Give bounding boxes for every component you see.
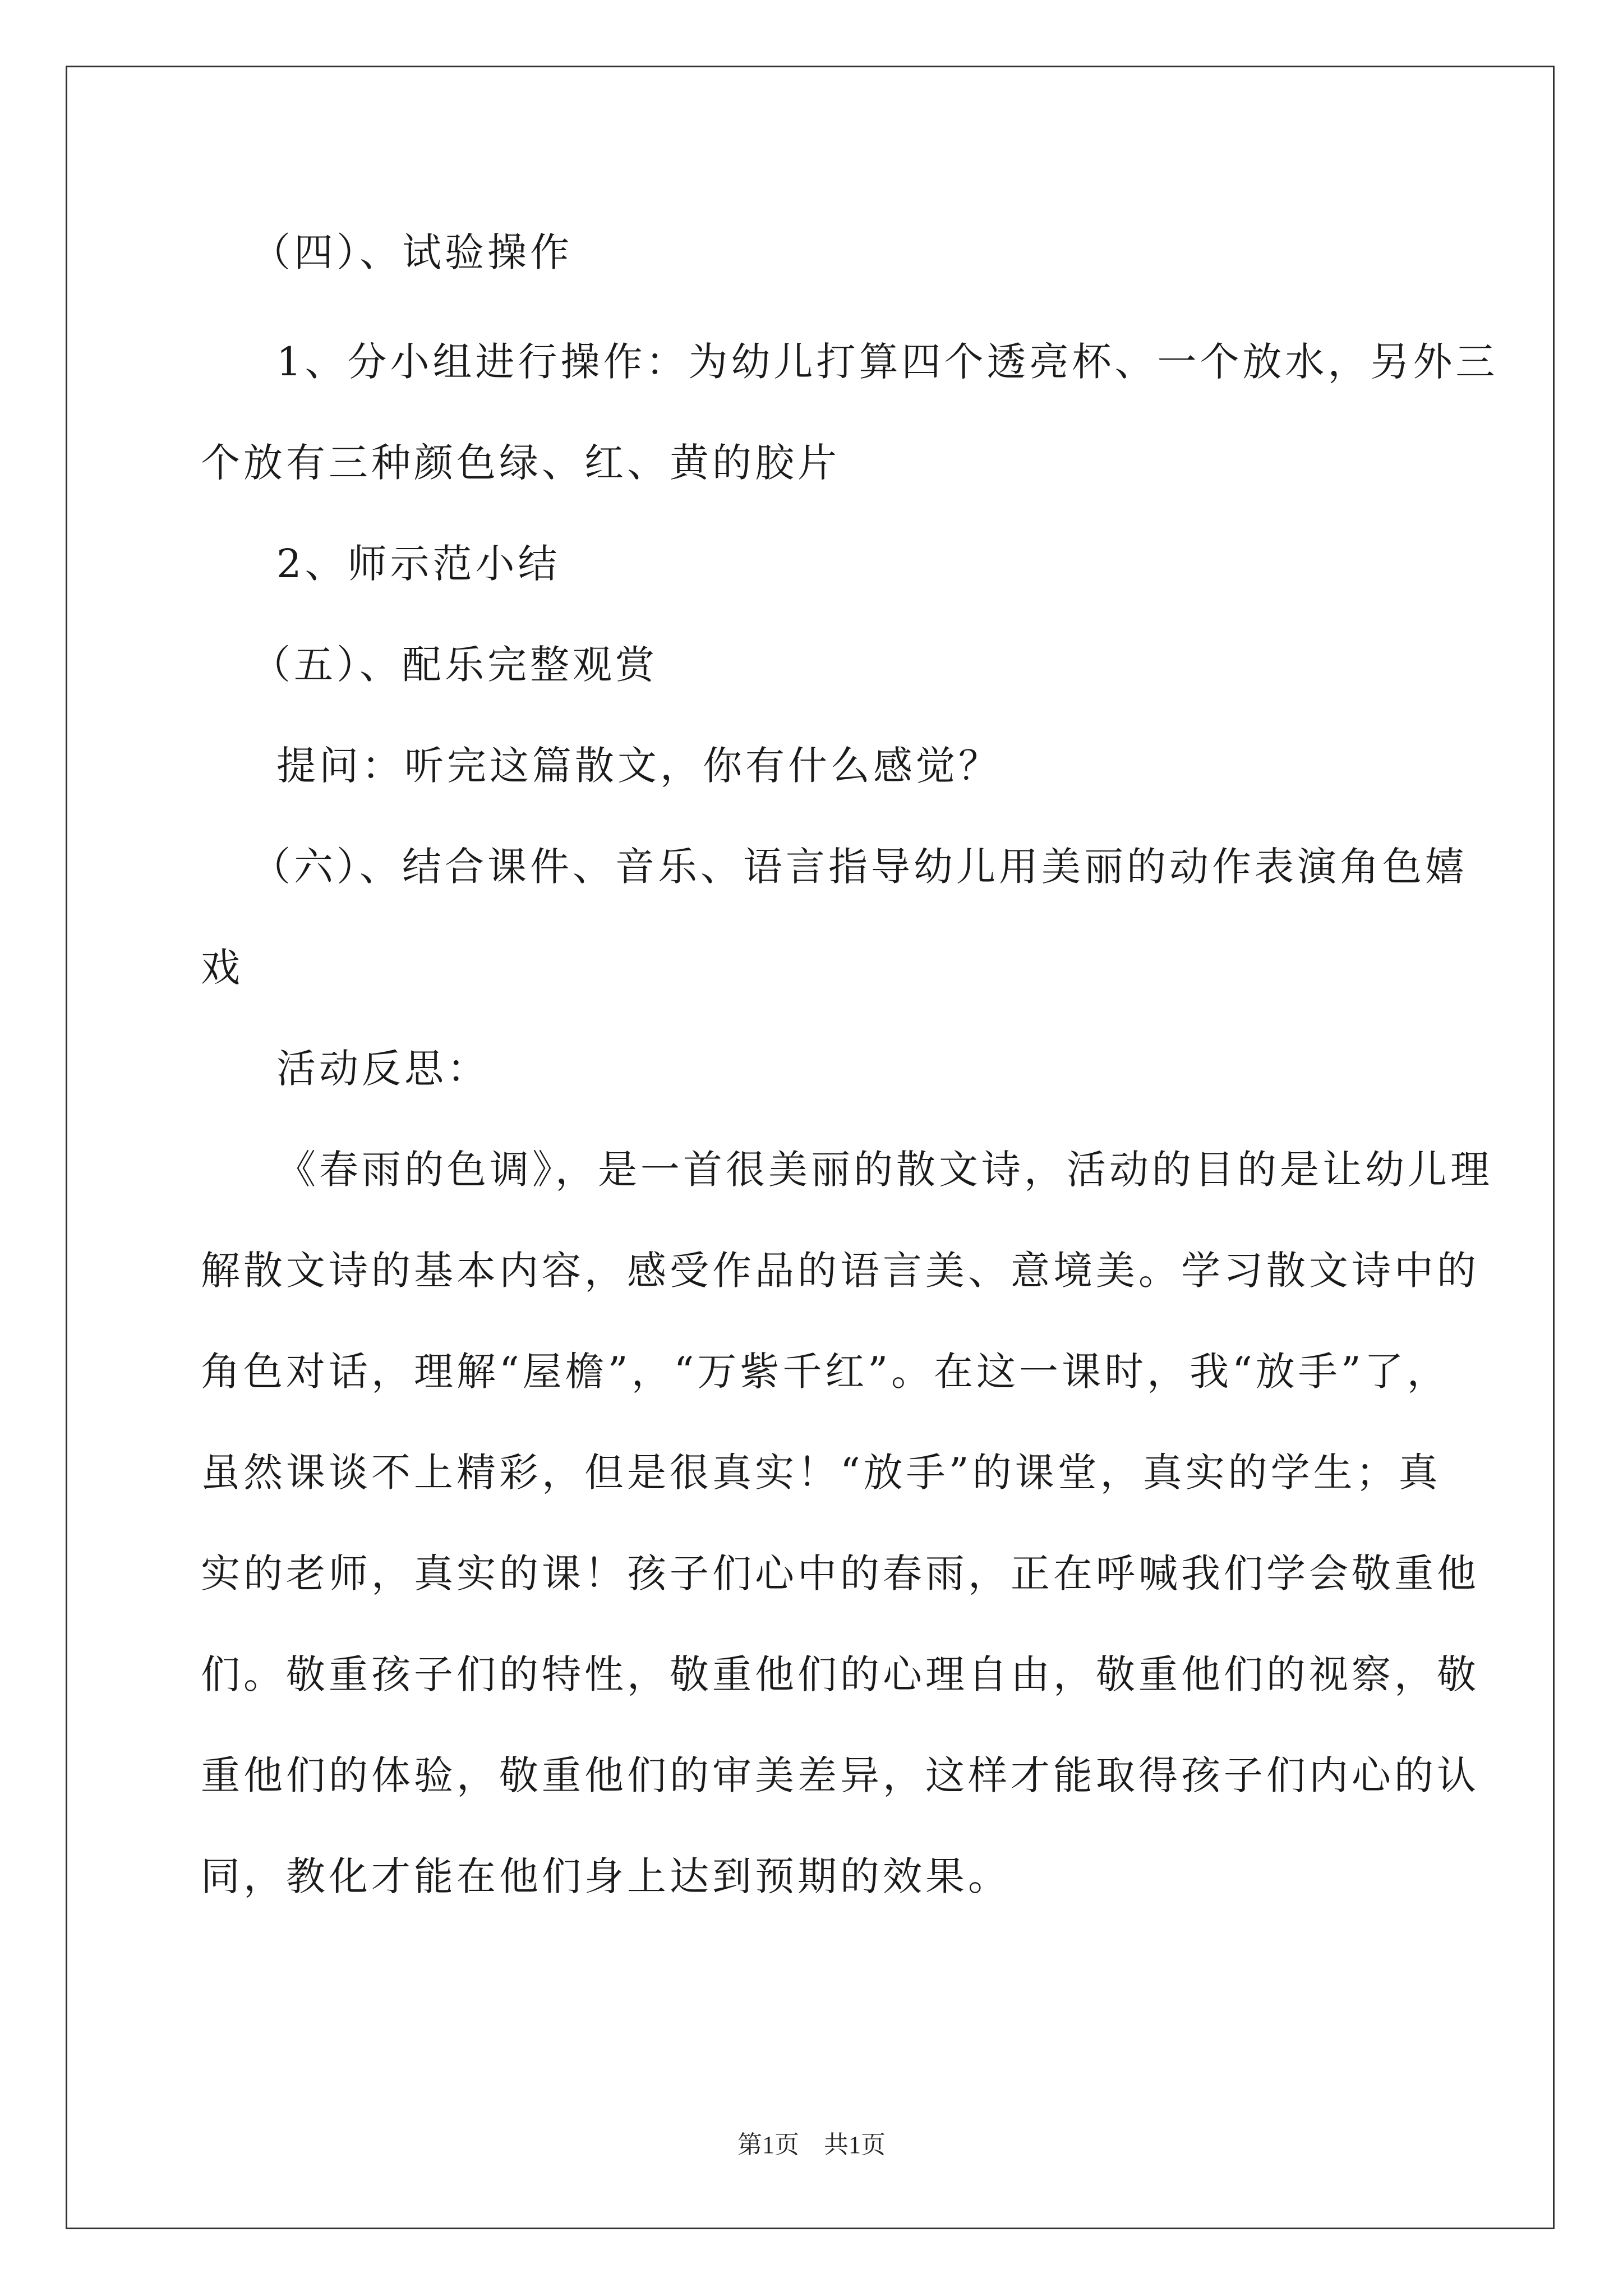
paragraph-line: 个放有三种颜色绿、红、黄的胶片 xyxy=(201,440,840,486)
paragraph-line: 提问：听完这篇散文，你有什么感觉？ xyxy=(276,743,1001,789)
paragraph-line: 角色对话，理解“屋檐”，“万紫千红”。在这一课时，我“放手”了， xyxy=(201,1349,1450,1395)
paragraph-line: 同，教化才能在他们身上达到预期的效果。 xyxy=(201,1853,1011,1899)
section-heading-6: （六）、结合课件、音乐、语言指导幼儿用美丽的动作表演角色嬉 xyxy=(251,844,1468,890)
paragraph-line: 重他们的体验，敬重他们的审美差异，这样才能取得孩子们内心的认 xyxy=(201,1752,1479,1798)
page-number-footer: 第1页 共1页 xyxy=(737,2131,886,2159)
paragraph-line: 戏 xyxy=(201,945,243,991)
section-heading-4: （四）、试验操作 xyxy=(251,229,573,275)
paragraph-line: 《春雨的色调》，是一首很美丽的散文诗，活动的目的是让幼儿理 xyxy=(276,1147,1493,1193)
paragraph-line: 2、师示范小结 xyxy=(276,541,561,587)
section-heading-5: （五）、配乐完整观赏 xyxy=(251,642,658,688)
paragraph-line: 解散文诗的基本内容，感受作品的语言美、意境美。学习散文诗中的 xyxy=(201,1248,1479,1294)
paragraph-line: 们。敬重孩子们的特性，敬重他们的心理自由，敬重他们的视察，敬 xyxy=(201,1651,1479,1697)
paragraph-line: 实的老师，真实的课！孩子们心中的春雨，正在呼喊我们学会敬重他 xyxy=(201,1550,1479,1596)
paragraph-line: 虽然课谈不上精彩，但是很真实！“放手”的课堂，真实的学生；真 xyxy=(201,1450,1441,1496)
paragraph-line: 1、分小组进行操作：为幼儿打算四个透亮杯、一个放水，另外三 xyxy=(276,339,1498,385)
reflection-heading: 活动反思： xyxy=(276,1046,490,1092)
